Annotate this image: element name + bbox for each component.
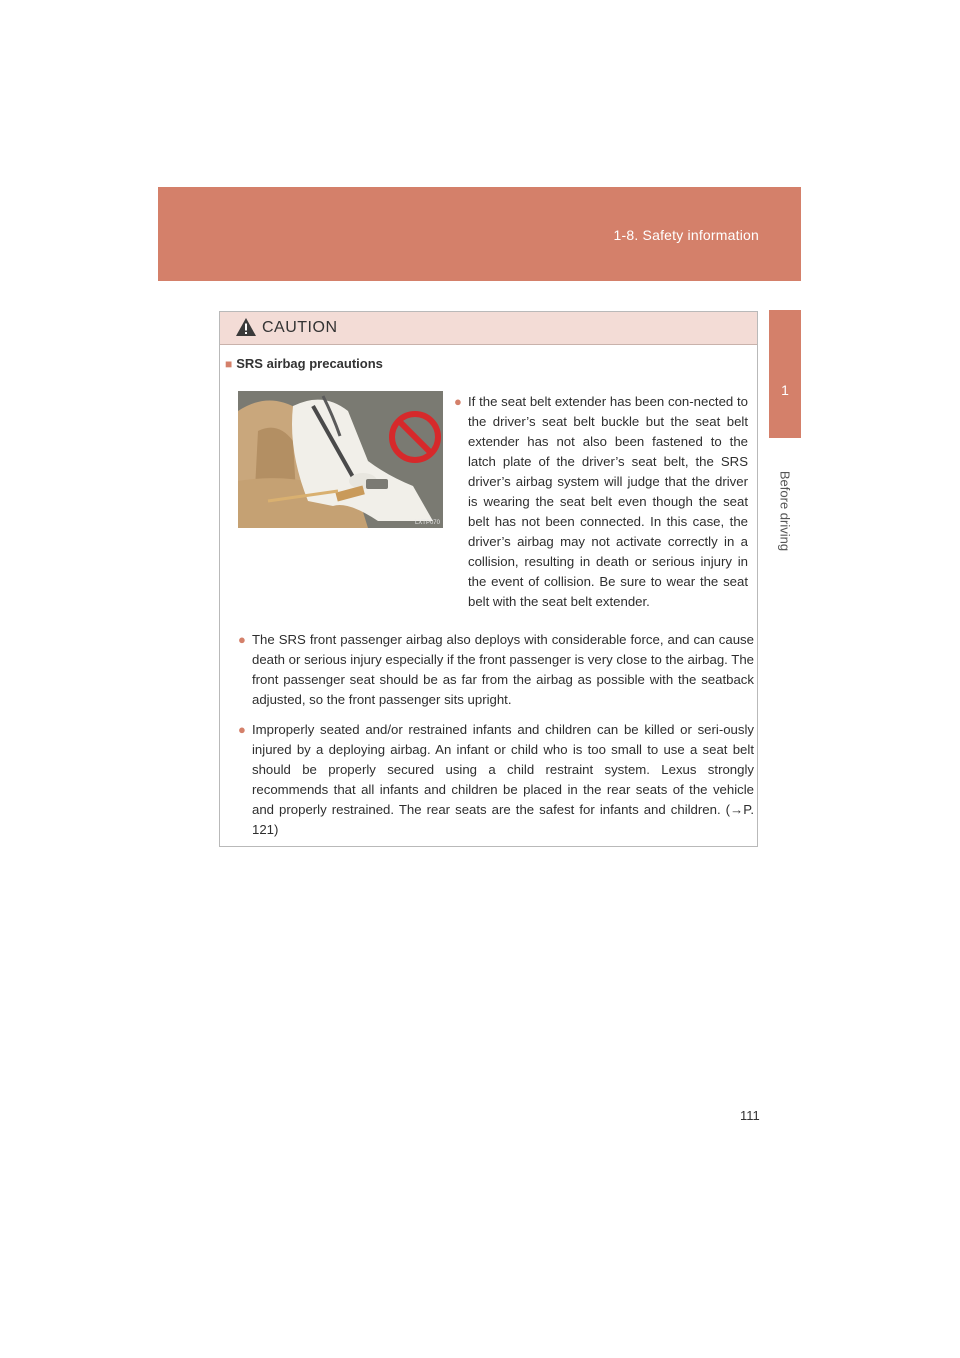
bullet-text: If the seat belt extender has been con-nected to the driver’s seat belt buckle but the seat belt extender has not also been fastened to the latch plate of the driver’s seat belt, the SRS driver’s airbag system will judge that the driver is wearing the seat belt even though the seat belt has not been connected. In this case, the driver’s airbag may not activate correctly in a collision, resulting in death or serious injury in the event of collision. Be sure to wear the seat belt with the seat belt extender. [468, 394, 748, 609]
chapter-label [771, 456, 799, 566]
bullet-dot-icon: ● [238, 722, 246, 737]
bullet-dot-icon: ● [454, 394, 462, 409]
subheading-text: SRS airbag precautions [236, 356, 383, 371]
chapter-tab[interactable] [769, 310, 801, 438]
seatbelt-extender-illustration [238, 391, 443, 528]
warning-triangle-icon [235, 317, 257, 337]
bullet-item [454, 392, 748, 612]
square-bullet-icon: ■ [225, 357, 233, 371]
bullet-item [238, 630, 754, 710]
bullet-text: Improperly seated and/or restrained infants and children can be killed or seri-ously injured by a deploying airbag. An infant or child who is too small to use a seat belt should be properly secured using a child restraint system. Lexus strongly recommends that all infants and children be placed in the rear seats of the vehicle and properly restrained. The rear seats are the safest for infants and children. (→P. 121) [252, 722, 754, 837]
bullet-dot-icon: ● [238, 632, 246, 647]
caution-header [220, 312, 757, 345]
page-number: 111 [740, 1108, 760, 1123]
prohibition-icon [388, 410, 442, 464]
caution-box [219, 311, 758, 847]
bullet-text: The SRS front passenger airbag also deploys with considerable force, and can cause death or serious injury especially if the front passenger is very close to the airbag. The front passenger seat should be as far from the airbag as possible with the seatback adjusted, so the front passenger sits upright. [252, 632, 754, 707]
subheading [225, 356, 383, 371]
section-title: 1-8. Safety information [613, 227, 759, 243]
caution-title: CAUTION [262, 319, 338, 336]
bullet-item [238, 720, 754, 840]
chapter-label-text: Before driving [777, 470, 793, 552]
header-band [158, 187, 801, 281]
image-code: LXTP070 [414, 520, 440, 526]
chapter-number: 1 [781, 382, 789, 398]
